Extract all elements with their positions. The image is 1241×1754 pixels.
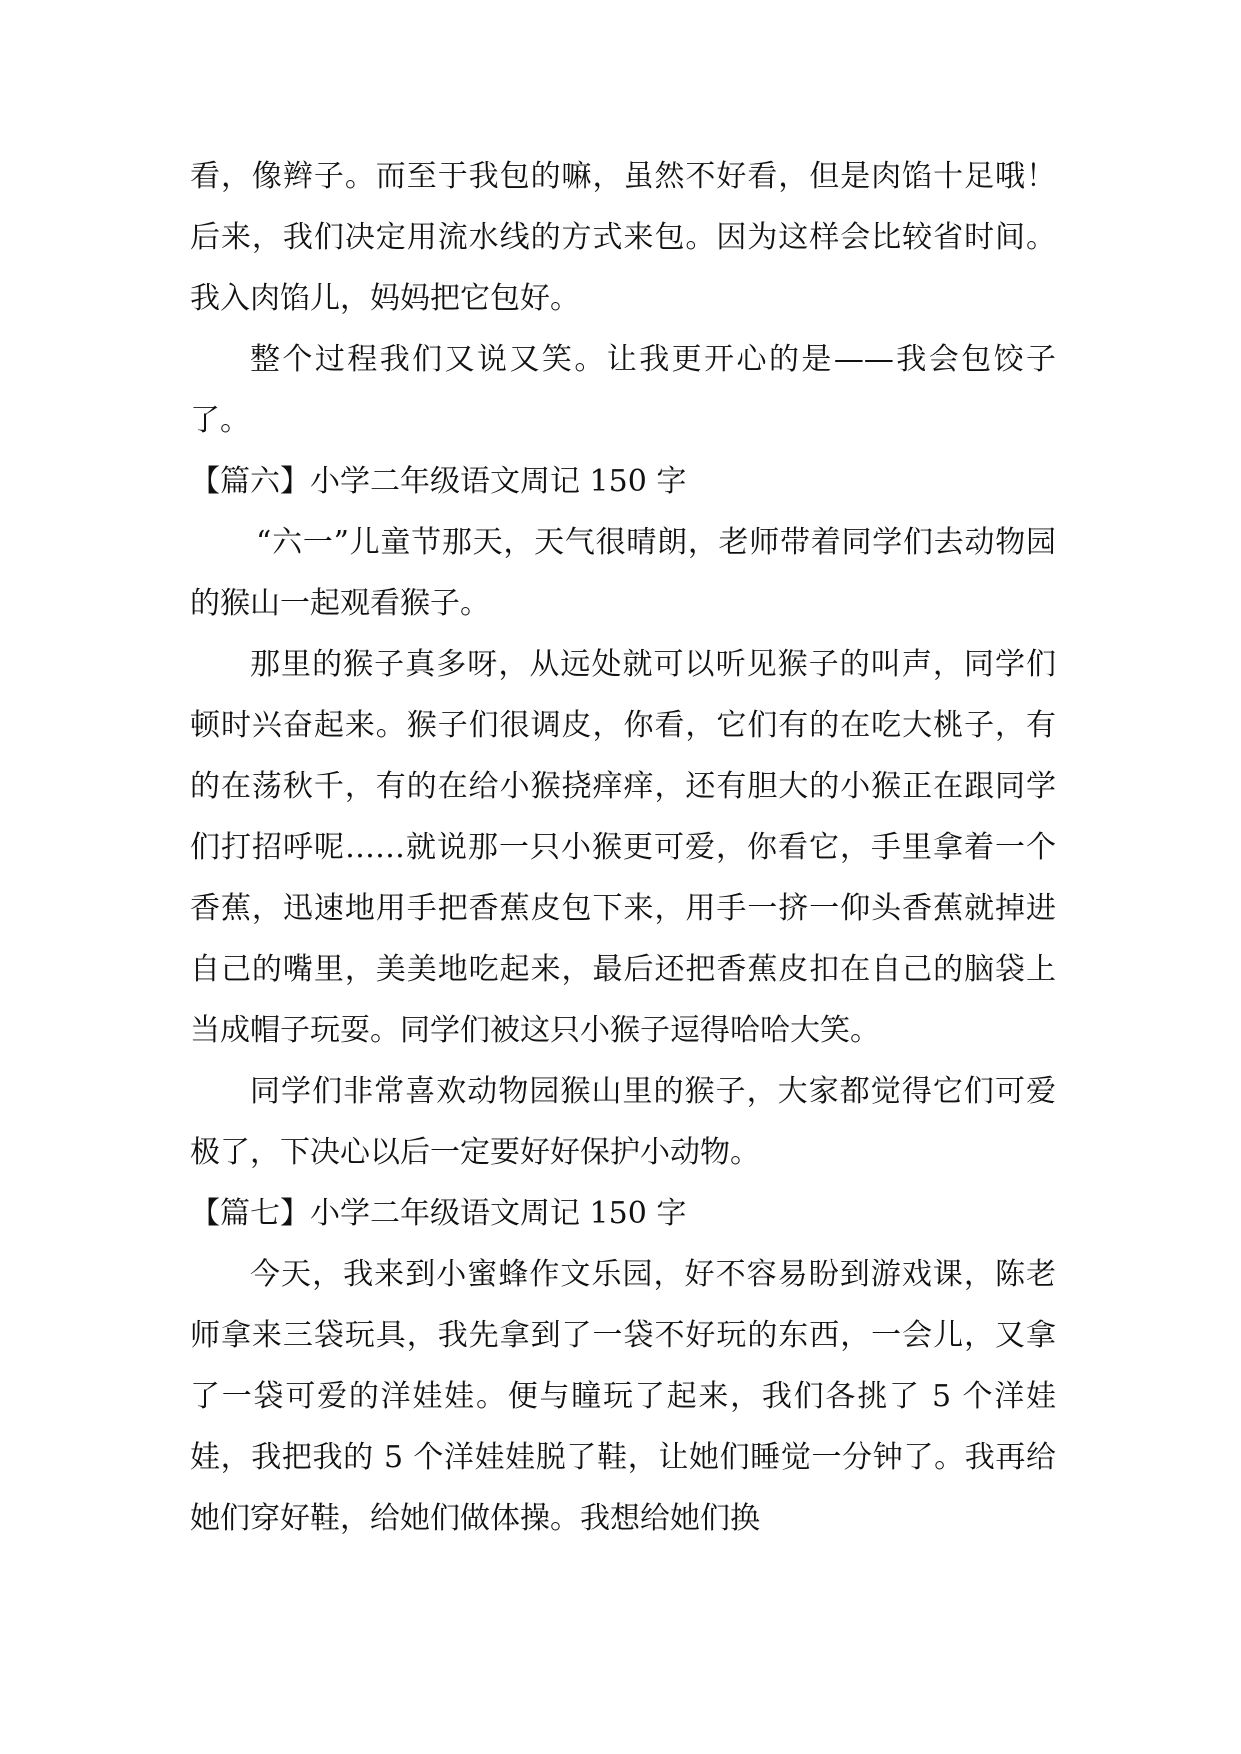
document-page [190,146,1056,1549]
paragraph-5: 同学们非常喜欢动物园猴山里的猴子，大家都觉得它们可爱极了，下决心以后一定要好好保护小动物。 [190,1074,1056,1170]
section-heading-6: 【篇六】小学二年级语文周记 150 字 [190,464,687,499]
paragraph-1: 看，像辫子。而至于我包的嘛，虽然不好看，但是肉馅十足哦！后来，我们决定用流水线的方式来包。因为这样会比较省时间。我入肉馅儿，妈妈把它包好。 [190,159,1056,316]
paragraph-2: 整个过程我们又说又笑。让我更开心的是——我会包饺子了。 [190,342,1056,438]
paragraph-6: 今天，我来到小蜜蜂作文乐园，好不容易盼到游戏课，陈老师拿来三袋玩具，我先拿到了一袋不好玩的东西，一会儿，又拿了一袋可爱的洋娃娃。便与瞳玩了起来，我们各挑了 5 个洋娃娃，我把我的 5 个洋娃娃脱了鞋，让她们睡觉一分钟了。我再给她们穿好鞋，给她们做体操。我想给她们换 [190,1257,1056,1536]
paragraph-4: 那里的猴子真多呀，从远处就可以听见猴子的叫声，同学们顿时兴奋起来。猴子们很调皮，你看，它们有的在吃大桃子，有的在荡秋千，有的在给小猴挠痒痒，还有胆大的小猴正在跟同学们打招呼呢……就说那一只小猴更可爱，你看它，手里拿着一个香蕉，迅速地用手把香蕉皮包下来，用手一挤一仰头香蕉就掉进自己的嘴里，美美地吃起来，最后还把香蕉皮扣在自己的脑袋上当成帽子玩耍。同学们被这只小猴子逗得哈哈大笑。 [190,647,1056,1048]
section-heading-7: 【篇七】小学二年级语文周记 150 字 [190,1196,687,1231]
paragraph-3: “六一”儿童节那天，天气很晴朗，老师带着同学们去动物园的猴山一起观看猴子。 [190,525,1056,621]
